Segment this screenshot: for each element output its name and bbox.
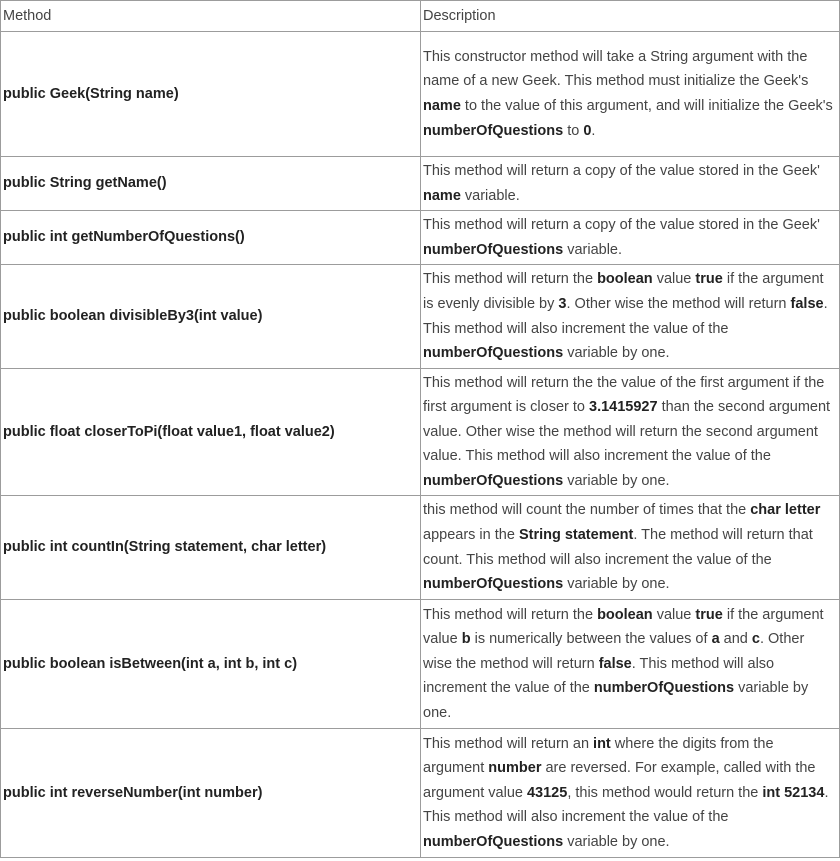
method-description bbox=[421, 211, 840, 265]
description-emphasis: a bbox=[711, 631, 720, 648]
description-text: . Other wise the method will return bbox=[566, 295, 791, 312]
description-emphasis: 0 bbox=[583, 122, 592, 139]
description-text: This constructor method will take a String argument with the name of a new Geek. This method must initialize the Geek's bbox=[423, 48, 809, 90]
method-description bbox=[421, 600, 840, 729]
method-signature: public int countIn(String statement, char letter) bbox=[1, 496, 421, 600]
description-text: This method will return a copy of the value stored in the Geek' bbox=[423, 162, 820, 179]
method-signature: public int reverseNumber(int number) bbox=[1, 729, 421, 858]
header-description: Description bbox=[421, 1, 840, 32]
description-emphasis: 43125 bbox=[526, 784, 568, 801]
method-description bbox=[421, 157, 840, 211]
description-text: than the second argument value. Other wise the method will return the second argument value. This method will also increment the value of the bbox=[423, 399, 831, 465]
description-text: . bbox=[591, 122, 596, 139]
description-text: where the digits from the argument bbox=[423, 735, 774, 777]
description-emphasis: 3.1415927 bbox=[589, 399, 658, 416]
table-row bbox=[1, 369, 840, 496]
description-text: are reversed. For example, called with the argument value bbox=[423, 760, 816, 801]
description-text: appears in the bbox=[423, 526, 519, 543]
table-row bbox=[1, 157, 840, 211]
description-text: This method will return the bbox=[423, 606, 598, 623]
method-signature: public boolean divisibleBy3(int value) bbox=[1, 265, 421, 369]
description-text: if the argument is evenly divisible by bbox=[423, 271, 824, 312]
description-text: to the value of this argument, and will initialize the Geek's bbox=[460, 98, 833, 114]
description-emphasis: numberOfQuestions bbox=[423, 241, 564, 258]
header-method: Method bbox=[1, 1, 421, 32]
table-row bbox=[1, 32, 840, 157]
method-signature: public Geek(String name) bbox=[1, 32, 421, 157]
table-row bbox=[1, 496, 840, 600]
description-emphasis: char letter bbox=[750, 502, 821, 519]
description-emphasis: numberOfQuestions bbox=[423, 833, 564, 850]
description-emphasis: number bbox=[488, 760, 542, 777]
description-text: value bbox=[652, 606, 696, 623]
method-description bbox=[421, 729, 840, 858]
description-text: value bbox=[652, 271, 696, 288]
description-emphasis: numberOfQuestions bbox=[593, 680, 735, 697]
description-text: variable by one. bbox=[563, 472, 670, 489]
table-row bbox=[1, 729, 840, 858]
description-text: . The method will return that count. This method will also increment the value of the bbox=[423, 526, 813, 568]
description-emphasis: false bbox=[790, 295, 824, 312]
table-row bbox=[1, 211, 840, 265]
description-text: , this method would return the bbox=[567, 784, 763, 801]
description-text: and bbox=[719, 631, 752, 648]
description-text: This method will return the the value of the first argument if the first argument is closer to bbox=[423, 374, 825, 416]
description-text: . This method will also increment the value of the bbox=[423, 655, 775, 697]
table-row bbox=[1, 265, 840, 369]
description-emphasis: int bbox=[593, 735, 611, 752]
description-text: variable. bbox=[563, 241, 623, 258]
description-text: . Other wise the method will return bbox=[423, 631, 805, 672]
description-emphasis: name bbox=[423, 187, 461, 204]
description-text: This method will return an bbox=[423, 735, 594, 752]
method-signature: public float closerToPi(float value1, float value2) bbox=[1, 369, 421, 496]
method-signature: public String getName() bbox=[1, 157, 421, 211]
method-signature: public boolean isBetween(int a, int b, int c) bbox=[1, 600, 421, 729]
description-text: this method will count the number of times that the bbox=[423, 502, 751, 519]
description-text: variable by one. bbox=[563, 345, 670, 362]
description-text: . This method will also increment the value of the bbox=[423, 295, 828, 337]
description-emphasis: true bbox=[695, 271, 723, 288]
description-text: . This method will also increment the value of the bbox=[423, 784, 829, 826]
method-description bbox=[421, 496, 840, 600]
description-text: variable by one. bbox=[563, 576, 670, 593]
description-emphasis: boolean bbox=[597, 606, 653, 623]
method-signature: public int getNumberOfQuestions() bbox=[1, 211, 421, 265]
method-description bbox=[421, 32, 840, 157]
description-text: to bbox=[563, 122, 584, 139]
description-emphasis: String statement bbox=[518, 526, 634, 543]
description-emphasis: b bbox=[461, 631, 471, 648]
description-emphasis: name bbox=[423, 98, 461, 114]
method-description bbox=[421, 369, 840, 496]
description-emphasis: numberOfQuestions bbox=[423, 122, 564, 139]
description-emphasis: int 52134 bbox=[762, 784, 825, 801]
description-emphasis: 3 bbox=[558, 295, 567, 312]
method-description bbox=[421, 265, 840, 369]
description-text: This method will return a copy of the value stored in the Geek' bbox=[423, 216, 820, 233]
table-body bbox=[1, 32, 840, 858]
description-text: variable by one. bbox=[563, 833, 670, 850]
description-text: if the argument value bbox=[423, 606, 824, 648]
description-emphasis: c bbox=[751, 631, 760, 648]
description-text: variable by one. bbox=[423, 680, 809, 721]
description-text: is numerically between the values of bbox=[470, 631, 712, 648]
description-text: This method will return the bbox=[423, 271, 598, 288]
table-header-row bbox=[1, 1, 840, 32]
description-emphasis: numberOfQuestions bbox=[423, 345, 564, 362]
description-emphasis: numberOfQuestions bbox=[423, 472, 564, 489]
description-emphasis: numberOfQuestions bbox=[423, 576, 564, 593]
description-emphasis: boolean bbox=[597, 271, 653, 288]
table-row bbox=[1, 600, 840, 729]
description-emphasis: true bbox=[695, 606, 723, 623]
description-emphasis: false bbox=[598, 655, 632, 672]
description-text: variable. bbox=[460, 187, 520, 204]
